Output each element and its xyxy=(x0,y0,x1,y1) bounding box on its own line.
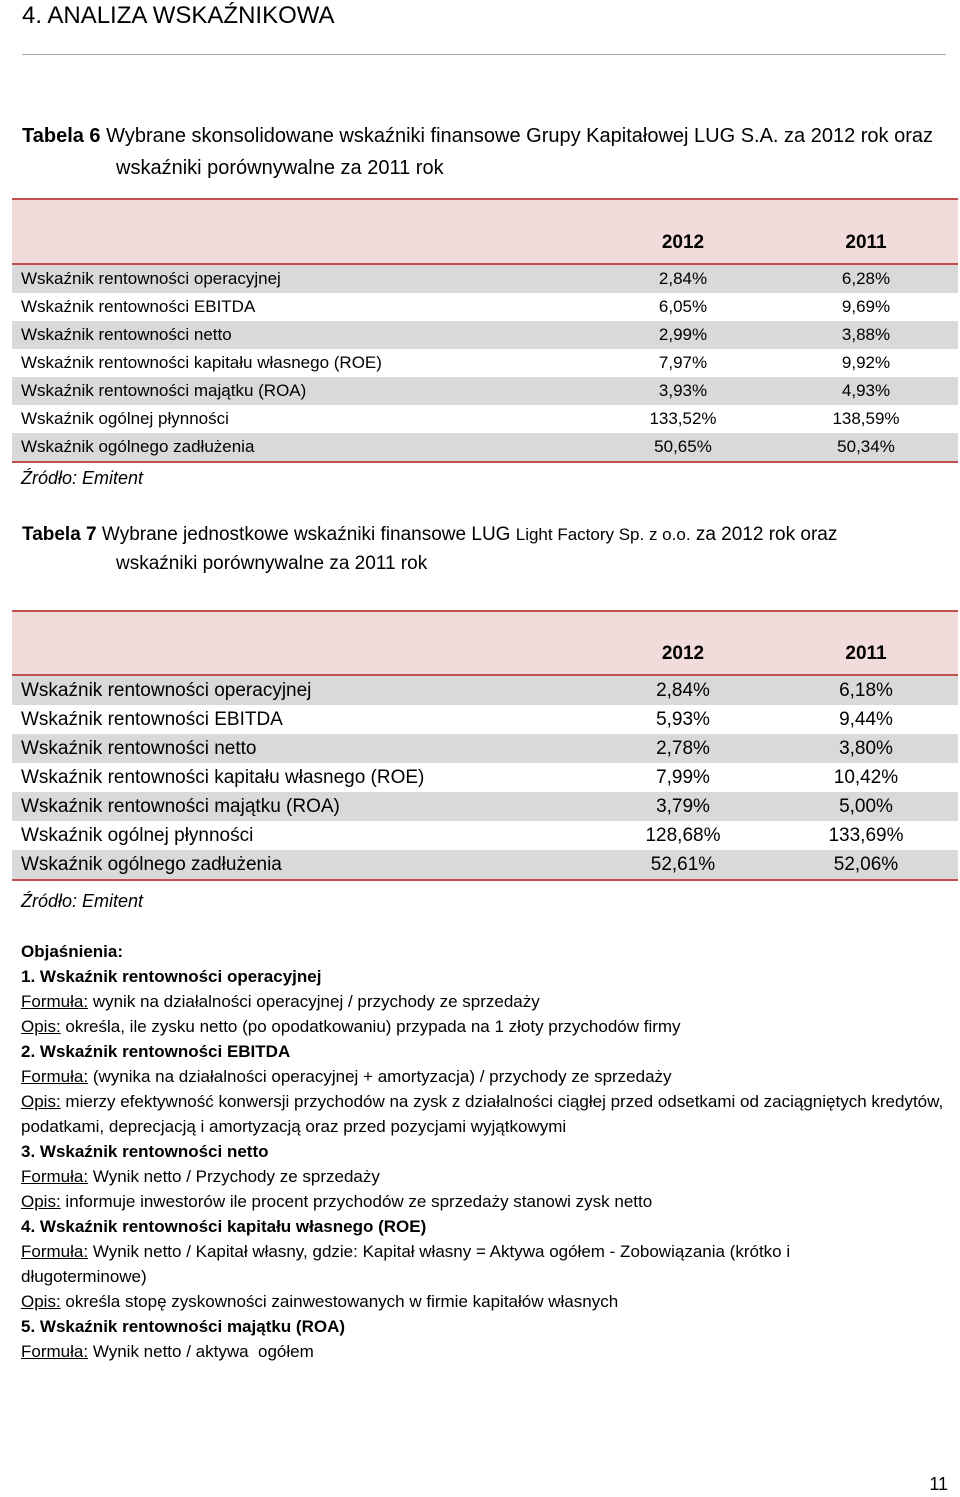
table6-caption-line2: wskaźniki porównywalne za 2011 rok xyxy=(116,157,444,179)
formula-text: Wynik netto / Przychody ze sprzedaży xyxy=(92,1167,380,1186)
explanations xyxy=(21,939,951,1364)
row-value-2012: 52,61% xyxy=(592,850,774,880)
row-label: Wskaźnik ogólnej płynności xyxy=(21,824,254,846)
table6 xyxy=(12,198,958,463)
formula-label: Formuła: xyxy=(21,1167,89,1186)
heading-divider xyxy=(22,54,946,55)
row-label: Wskaźnik rentowności operacyjnej xyxy=(12,675,592,705)
row-value-2012: 2,84% xyxy=(592,675,774,705)
row-value-2011: 138,59% xyxy=(832,409,900,428)
explanation-title: 5. Wskaźnik rentowności majątku (ROA) xyxy=(21,1317,346,1336)
table6-caption-number: Tabela 6 xyxy=(22,125,101,147)
table-row xyxy=(12,405,958,433)
page-number: 11 xyxy=(929,1474,948,1494)
table6-source: Źródło: Emitent xyxy=(21,468,144,488)
table7-caption-number: Tabela 7 xyxy=(22,524,97,545)
page-heading: 4. ANALIZA WSKAŹNIKOWA xyxy=(22,2,335,29)
explanation-description xyxy=(21,1014,951,1039)
row-value-2012: 7,99% xyxy=(656,766,710,788)
table7-caption-text: Wybrane jednostkowe wskaźniki finansowe LUG xyxy=(101,524,511,545)
row-value-2011: 6,28% xyxy=(774,264,958,293)
table-row xyxy=(12,293,958,321)
table6-header-label-cell xyxy=(12,199,592,264)
table-row xyxy=(12,705,958,734)
row-value-2011: 9,92% xyxy=(841,353,891,372)
table6-header-2012: 2012 xyxy=(592,199,774,264)
formula-label: Formuła: xyxy=(21,1067,89,1086)
table-row xyxy=(12,377,958,405)
table-row xyxy=(12,763,958,792)
row-value-2011: 9,69% xyxy=(841,297,891,316)
row-label: Wskaźnik rentowności kapitału własnego (ROE) xyxy=(21,766,425,788)
table7-header-row xyxy=(12,611,958,675)
row-value-2012: 50,65% xyxy=(592,433,774,462)
table-row xyxy=(12,264,958,293)
table7-header-label-cell xyxy=(12,611,592,675)
row-label: Wskaźnik ogólnej płynności xyxy=(21,409,229,428)
row-label: Wskaźnik rentowności kapitału własnego (ROE) xyxy=(21,353,382,372)
row-label: Wskaźnik rentowności operacyjnej xyxy=(12,264,592,293)
row-value-2012: 3,93% xyxy=(592,377,774,405)
table7 xyxy=(12,610,958,881)
row-label: Wskaźnik rentowności netto xyxy=(12,734,592,763)
table-row xyxy=(12,734,958,763)
opis-text: mierzy efektywność konwersji przychodów na zysk z działalności ciągłej przed odsetkami od zaciągniętych kredytów, podatkami, deprecjacją i amortyzacją oraz przed pozycjami wyjątkowymi xyxy=(21,1092,944,1136)
table7-caption-line2: wskaźniki porównywalne za 2011 rok xyxy=(116,553,428,574)
formula-text: (wynika na działalności operacyjnej + amortyzacja) / przychody ze sprzedaży xyxy=(92,1067,672,1086)
table-row xyxy=(12,675,958,705)
table7-header-2012: 2012 xyxy=(592,611,774,675)
opis-text: określa stopę zyskowności zainwestowanych w firmie kapitałów własnych xyxy=(65,1292,619,1311)
opis-label: Opis: xyxy=(21,1192,61,1211)
opis-label: Opis: xyxy=(21,1092,61,1111)
row-value-2012: 133,52% xyxy=(649,409,717,428)
table-row xyxy=(12,821,958,850)
explanation-description xyxy=(21,1089,951,1139)
table7-caption-company: Light Factory Sp. z o.o. xyxy=(515,525,691,544)
explanation-formula xyxy=(21,1339,951,1364)
formula-label: Formuła: xyxy=(21,1342,89,1361)
row-label: Wskaźnik ogólnego zadłużenia xyxy=(12,433,592,462)
table6-header-row xyxy=(12,199,958,264)
explanation-description xyxy=(21,1189,951,1214)
row-label: Wskaźnik rentowności EBITDA xyxy=(21,297,256,316)
row-value-2012: 6,05% xyxy=(658,297,708,316)
formula-text: wynik na działalności operacyjnej / przychody ze sprzedaży xyxy=(92,992,540,1011)
table7-caption-text-end: za 2012 rok oraz xyxy=(695,524,838,545)
row-value-2011: 133,69% xyxy=(828,824,904,846)
explanation-formula xyxy=(21,1164,951,1189)
row-value-2011: 52,06% xyxy=(774,850,958,880)
opis-label: Opis: xyxy=(21,1292,61,1311)
table6-header-2011: 2011 xyxy=(774,199,958,264)
row-value-2011: 6,18% xyxy=(774,675,958,705)
row-label: Wskaźnik rentowności EBITDA xyxy=(21,708,283,730)
row-value-2011: 4,93% xyxy=(774,377,958,405)
explanation-description xyxy=(21,1289,951,1314)
row-value-2011: 9,44% xyxy=(839,708,893,730)
formula-text: Wynik netto / Kapitał własny, gdzie: Kapitał własny = Aktywa ogółem - Zobowiązania (krótko i długoterminowe) xyxy=(21,1242,791,1286)
row-value-2011: 50,34% xyxy=(774,433,958,462)
table-row xyxy=(12,349,958,377)
explanation-title: 3. Wskaźnik rentowności netto xyxy=(21,1142,269,1161)
opis-text: informuje inwestorów ile procent przychodów ze sprzedaży stanowi zysk netto xyxy=(65,1192,653,1211)
explanation-title: 2. Wskaźnik rentowności EBITDA xyxy=(21,1042,291,1061)
table6-caption xyxy=(22,120,950,184)
explanation-formula xyxy=(21,989,951,1014)
table-row xyxy=(12,321,958,349)
row-value-2012: 2,78% xyxy=(592,734,774,763)
opis-text: określa, ile zysku netto (po opodatkowaniu) przypada na 1 złoty przychodów firmy xyxy=(65,1017,681,1036)
table-row xyxy=(12,850,958,880)
table-row xyxy=(12,433,958,462)
explanations-title: Objaśnienia: xyxy=(21,942,124,961)
explanation-title: 1. Wskaźnik rentowności operacyjnej xyxy=(21,967,322,986)
formula-text: Wynik netto / aktywa ogółem xyxy=(92,1342,314,1361)
row-value-2012: 5,93% xyxy=(656,708,710,730)
explanation-title: 4. Wskaźnik rentowności kapitału własnego (ROE) xyxy=(21,1217,427,1236)
row-label: Wskaźnik ogólnego zadłużenia xyxy=(12,850,592,880)
row-label: Wskaźnik rentowności netto xyxy=(12,321,592,349)
row-value-2012: 2,84% xyxy=(592,264,774,293)
row-value-2012: 7,97% xyxy=(658,353,708,372)
row-value-2011: 3,80% xyxy=(774,734,958,763)
row-value-2011: 5,00% xyxy=(774,792,958,821)
formula-label: Formuła: xyxy=(21,992,89,1011)
row-value-2011: 10,42% xyxy=(833,766,899,788)
row-label: Wskaźnik rentowności majątku (ROA) xyxy=(12,792,592,821)
table6-caption-text: Wybrane skonsolidowane wskaźniki finansowe Grupy Kapitałowej LUG S.A. za 2012 rok oraz xyxy=(106,125,934,147)
row-value-2012: 128,68% xyxy=(645,824,721,846)
row-value-2011: 3,88% xyxy=(774,321,958,349)
row-label: Wskaźnik rentowności majątku (ROA) xyxy=(12,377,592,405)
table-row xyxy=(12,792,958,821)
table7-header-2011: 2011 xyxy=(774,611,958,675)
table7-source: Źródło: Emitent xyxy=(21,891,144,911)
table7-caption xyxy=(22,520,950,578)
row-value-2012: 2,99% xyxy=(592,321,774,349)
opis-label: Opis: xyxy=(21,1017,61,1036)
formula-label: Formuła: xyxy=(21,1242,89,1261)
row-value-2012: 3,79% xyxy=(592,792,774,821)
explanation-formula xyxy=(21,1239,881,1289)
explanation-formula xyxy=(21,1064,951,1089)
